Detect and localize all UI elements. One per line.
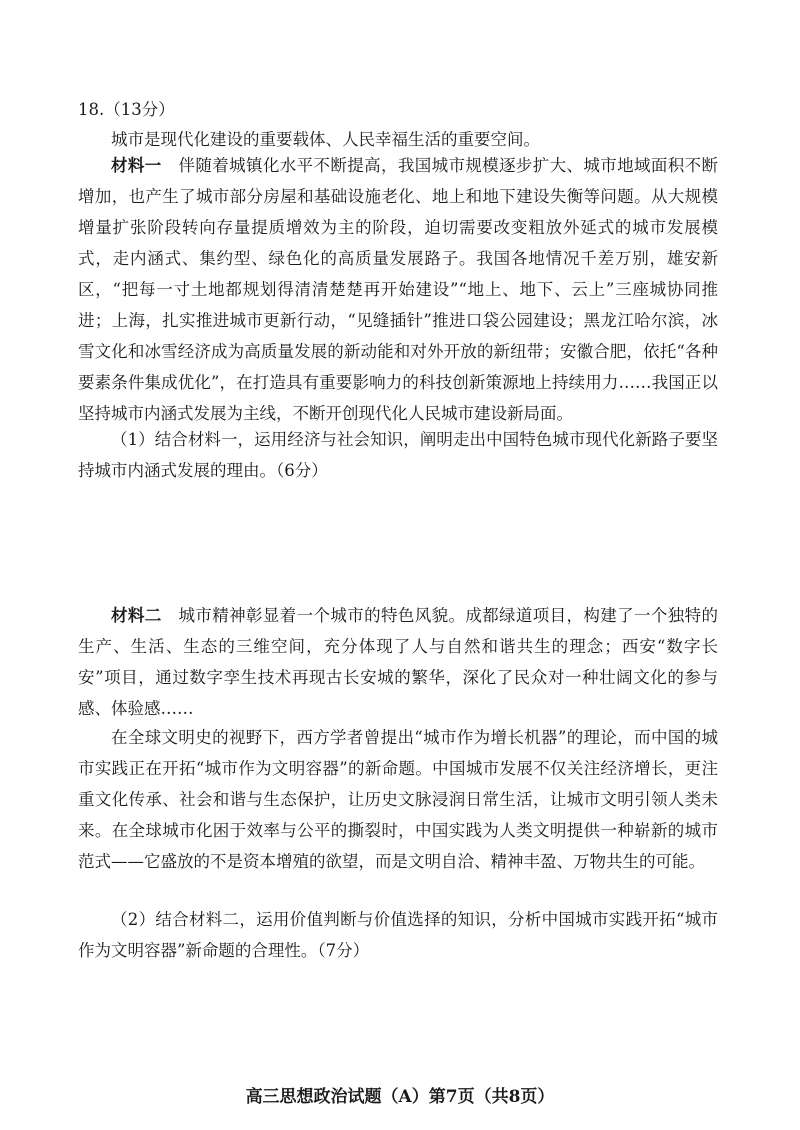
material-one-label: 材料一 bbox=[111, 156, 162, 175]
question-points: （13分） bbox=[104, 100, 175, 119]
question-number: 18. bbox=[78, 100, 105, 119]
material-one-text: 伴随着城镇化水平不断提高，我国城市规模逐步扩大、城市地域面积不断增加，也产生了城市部分房屋和基础设施老化、地上和地下建设失衡等问题。从大规模增量扩张阶段转向存量提质增效为主的阶段，迫切需要改变粗放外延式的城市发展模式，走内涵式、集约型、绿色化的高质量发展路子。我国各地情况千差万别，雄安新区，“把每一寸土地都规划得清清楚楚再开始建设”“地上、地下、云上”三座城协同推进；上海，扎实推进城市更新行动，“见缝插针”推进口袋公园建设；黑龙江哈尔滨，冰雪文化和冰雪经济成为高质量发展的新动能和对外开放的新纽带；安徽合肥，依托“各种要素条件集成优化”，在打造具有重要影响力的科技创新策源地上持续用力……我国正以坚持城市内涵式发展为主线，不断开创现代化人民城市建设新局面。 bbox=[78, 156, 719, 423]
question-intro: 城市是现代化建设的重要载体、人民幸福生活的重要空间。 bbox=[111, 130, 540, 149]
subquestion-two: （2）结合材料二，运用价值判断与价值选择的知识，分析中国城市实践开拓“城市作为文明容器”新命题的合理性。（7分） bbox=[78, 910, 718, 960]
question-header bbox=[78, 96, 175, 124]
material-two bbox=[78, 600, 718, 724]
material-one bbox=[78, 150, 718, 429]
material-two-paragraph: 在全球文明史的视野下，西方学者曾提出“城市作为增长机器”的理论，而中国的城市实践正在开拓“城市作为文明容器”的新命题。中国城市发展不仅关注经济增长，更注重文化传承、社会和谐与生态保护，让历史文脉浸润日常生活，让城市文明引领人类未来。在全球城市化困于效率与公平的撕裂时，中国实践为人类文明提供一种崭新的城市范式——它盛放的不是资本增殖的欲望，而是文明自洽、精神丰盈、万物共生的可能。 bbox=[78, 728, 718, 871]
page-footer: 高三思想政治试题（A）第7页（共8页） bbox=[245, 1087, 555, 1107]
material-two-text: 城市精神彰显着一个城市的特色风貌。成都绿道项目，构建了一个独特的生产、生活、生态的三维空间，充分体现了人与自然和谐共生的理念；西安“数字长安”项目，通过数字孪生技术再现古长安城的繁华，深化了民众对一种壮阔文化的参与感、体验感…… bbox=[78, 606, 719, 718]
material-two-label: 材料二 bbox=[111, 606, 162, 625]
subquestion-one: （1）结合材料一，运用经济与社会知识，阐明走出中国特色城市现代化新路子要坚持城市内涵式发展的理由。（6分） bbox=[78, 430, 718, 480]
